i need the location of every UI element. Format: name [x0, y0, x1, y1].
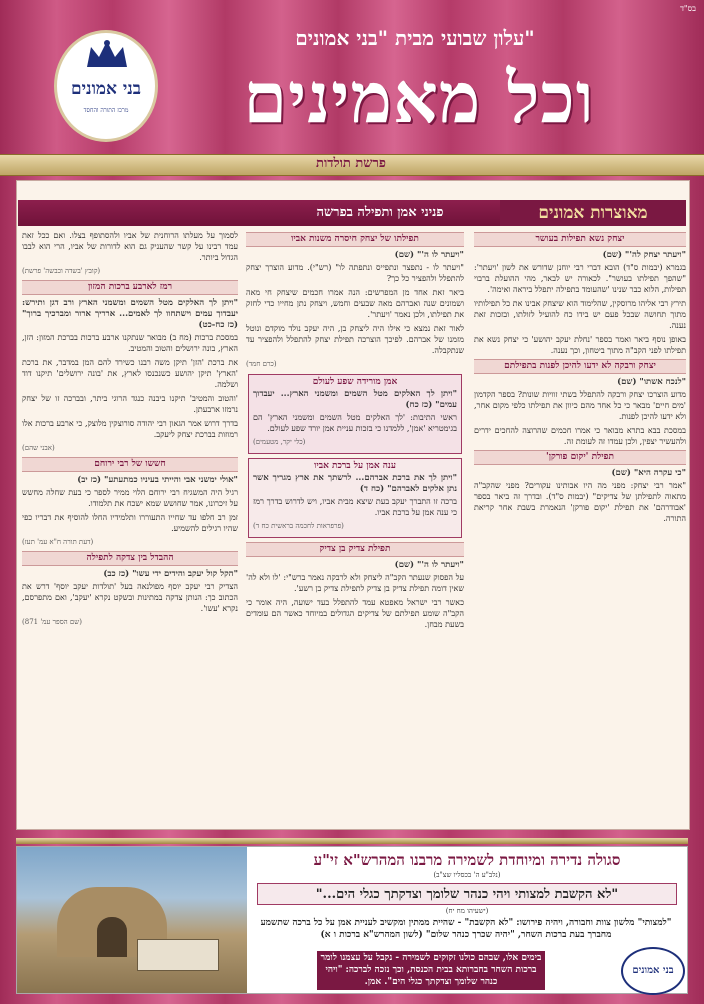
section-badge: מאוצרות אמונים: [500, 200, 686, 226]
box-heading: אמן מורידה שפע לעולם: [312, 377, 398, 387]
verse-quote: "כי עקרה היא" (שם): [611, 468, 686, 478]
grave-photo: [17, 847, 247, 993]
paragraph: הצדיק רבי יעקב יוסף מפולנאה בעל 'תולדות יעקב יוסף' דרש את הכתוב כך: הנותן צדקה במתינות ובשקט נקרא 'יעקב', ואם מתפרסם, נקרא 'עשו'.: [22, 582, 238, 613]
box-heading: ענה אמן על ברכת אביו: [314, 461, 396, 471]
footer-title: סגולה נדירה ומיוחדת לשמירה מרבנו המהרש"א זי"ע: [313, 851, 621, 869]
paragraph: במסכת בבא בתרא מבואר כי אמרו חכמים שהרוצה להחכים ידרים ולהעשיר יצפין, ולכן עמדו זה לעומת זה.: [474, 426, 686, 446]
parsha-label: פרשת תולדות: [316, 156, 386, 171]
paragraph: את ברכת 'הזן' תיקן משה רבנו כשירד להם המן במדבר, את ברכת 'הארץ' תיקן יהושע כשנכנסו לארץ, את 'בונה ירושלים' תיקנו דוד ושלמה.: [22, 358, 238, 389]
article-heading: תפילת צדיק בן צדיק: [246, 542, 464, 557]
verse-quote: "לנכח אשתו" (שם): [617, 377, 686, 387]
section-heading: פניני אמן ותפילה בפרשה: [316, 205, 444, 220]
verse-quote: "ויתן לך האלקים מטל השמים ומשמני הארץ ורב דגן ותירש: יעבדוך עמים וישתחוו לך לאמים... ארריך ארור ומברכיך ברוך" (כז כח-כט): [22, 298, 238, 330]
paragraph: באופן נוסף ביאר ואמר בספר 'נחלת יעקב יהושע' כי יצחק נשא את תפילתו לפני הקב"ה מתוך ביטחון, וכך נענה.: [474, 335, 686, 355]
page-subtitle: עלון שבועי מבית "בני אמונים": [295, 26, 535, 50]
footer-quote-source: (ישעיהו מח יח): [445, 907, 489, 915]
paragraph: "ויעתר לו - נתפצר ונתפייס ונתפתה לו" (רש"י). מדוע הוצרך יצחק להתפלל ולהפציר כל כך?: [246, 263, 464, 283]
article-heading: רמז לארבע ברכות המזון: [22, 280, 238, 295]
paragraph: תירץ רבי אליהו מרוסקין, שהלימוד הוא שיצחק אבינו את כל תפילותיו מתוך תחושה שבכל פעם יש בידו כח להועיל לזולתו, ובזכות זאת נענה.: [474, 299, 686, 330]
verse-quote: "אולי ימשני אבי והייתי בעיניו כמתעתע" (כז יב): [77, 475, 238, 485]
article-heading: יצחק נשא תפילות בעושר: [474, 232, 686, 247]
paragraph: ביאר זאת אחד מן המפרשים: הנה אמרו חכמים שיצחק חי מאה ושמונים שנה ואברהם מאה שבעים וחמש, ויצחק נתן מחייו כדי לחזק את תפילתו, ולכן נאמר 'ויעתר'.: [246, 288, 464, 319]
source-note: (פרפראות לחכמה בראשית כח ד): [253, 522, 344, 530]
verse-quote: "ויתן לך את ברכת אברהם... לרשתך את ארץ מגריך אשר נתן אלקים לאברהם" (כח ד): [253, 473, 457, 494]
logo: [54, 30, 158, 142]
verse-quote: "הקל קול יעקב והידים ידי עשו" (כז כב): [103, 569, 238, 579]
source-note: (אבני שהם): [22, 444, 55, 452]
paragraph: על הפסוק שנעתר הקב"ה ליצחק ולא לרבקה נאמר ברש"י: 'לו ולא לה' שאין דומה תפילת צדיק בן צדיק לתפילת צדיק בן רשע'.: [246, 573, 464, 593]
footer-logo: בני אמונים: [621, 947, 685, 995]
article-heading: יצחק ורבקה לא ידעו להיכן לפנות בתפילתם: [474, 359, 686, 374]
plaque-image: [137, 939, 219, 971]
column-right: [474, 230, 686, 826]
paragraph: כאשר רבי ישראל מאפטא עמד להתפלל בעד ישועה, היה אומר כי הקב"ה שומע תפילתם של צדיקים הגדולים במיוחד כאשר הם עומדים בשעת מבחן.: [246, 598, 464, 629]
logo-title: בני אמונים: [70, 79, 142, 99]
source-note: (כלי יקר, מטעמים): [253, 438, 306, 446]
paragraph: במסכת ברכות (מח ב) מבואר שנתקנו ארבע ברכות בברכת המזון: הזן, הארץ, בונה ירושלים והטוב והמטיב.: [22, 333, 238, 353]
paragraph: בגמרא (יבמות ס"ד) הובא דברי רבי יוחנן שדורש את לשון 'ויעתר': "שהפך תפילתו בעושר". לכאורה יש לבאר, מהי ההועלת ברבוי תפילות, הלוא כבר שנינו 'שהעומד בתפילה יתפלל ביראה ואימה'.: [474, 263, 686, 294]
paragraph: ברכה זו התברך יעקב בעת שיצא מבית אביו, ויש לדרוש בדרך רמז כי ענה אמן על ברכת אביו.: [253, 497, 457, 517]
article-heading: תפילתו של יצחק חיסרה משנות אביו: [246, 232, 464, 247]
crown-icon: [85, 39, 129, 71]
paragraph: "אמר רבי יצחק: מפני מה היו אבותינו עקורים? מפני שהקב"ה מתאוה לתפילתן של צדיקים" (יבמות ס"ד). ובדרך זה ביאר בספר 'אבודרהם' את תפילת 'יקום פורקן' הנאמרת בשבת אחר קריאת התורה.: [474, 481, 686, 523]
column-middle: [246, 230, 464, 826]
article-heading: תפילת 'יקום פורקן': [474, 450, 686, 465]
verse-quote: "ויתן לך האלקים מטל השמים ומשמני הארץ... יעבדוך עמים" (כז כח): [253, 389, 457, 410]
footer-source: (נלב"ע ה' בכסליו שצ"ב): [433, 871, 501, 879]
article-heading: ההבדל בין צדקה לתפילה: [22, 551, 238, 566]
paragraph: זמן רב חלפו עד שחייו התעוררו ותלמידיו החלו להוסיף את דבריו כפי שהיו רגילים להשמיע.: [22, 513, 238, 533]
footer-body-source: (לשון המהרש"א ברכות ו א): [320, 930, 423, 940]
paragraph: רגיל היה המשגיח רבי ירוחם הלוי ממיר לספר כי בעת שחלה מחשש על זיכרונו, אמר שחושש שמא ישכח את תלמודו.: [22, 488, 238, 508]
footer-callout: בימים אלו, שבהם כולנו זקוקים לשמירה - נקבל על עצמנו לומר ברכות השחר בחברותא בבית הכנסת, וכך נזכה לברכה: "ויהי כנהר שלומך וצדקתך כגלי הים". אמן.: [317, 951, 545, 990]
door-image: [97, 917, 127, 957]
divider: [16, 838, 688, 844]
footer-body: [253, 917, 679, 941]
verse-quote: "ויעתר לו ה'" (שם): [394, 250, 464, 260]
paragraph: לאור זאת נמצא כי אילו היה ליצחק בן, היה יעקב נולד מוקדם ונוטל מזמנו של אברהם. לפיכך הוצרכה תפילת יצחק להתפלל ולהפציר עד שנתקבלה.: [246, 324, 464, 355]
footer-body-text: "למצותי" מלשון צוות וחבורה, ויהיה פירושו: "לא הקשבת" - שהיית ממתין ומקשיב לעניית אמן על כל ברכה שתשמע מחברך בעת ברכות השחר, "יהיה שכרך כנהר שלום": [260, 918, 672, 940]
verse-quote: "ויעתר לו ה'" (שם): [394, 560, 464, 570]
paragraph: ראשי התיבות: 'לך האלקים מטל השמים ומשמני הארץ' הם בגימטריא 'אמן', ללמדנו כי בזכות עניית אמן יורד שפע לעולם.: [253, 413, 457, 433]
page-title: וכל מאמינים: [243, 56, 595, 139]
column-left: [22, 230, 238, 826]
footer-quote: "לא הקשבת למצותי ויהי כנהר שלומך וצדקתך כגלי הים...": [257, 883, 677, 905]
logo-subtitle: מרכז התורה והחסד: [83, 107, 129, 114]
source-note: (כרם חמד): [246, 360, 277, 368]
paragraph: מדוע הוצרכו יצחק ורבקה להתפלל בשתי זוויות שונות? בספר הקדמון 'מים חיים' מבאר כי כל אחד מהם כיוון את תפילתו כלפי מקום אחר, ולא ידעו להיכן לפנות.: [474, 390, 686, 421]
verse-quote: "ויעתר יצחק לה'" (שם): [602, 250, 686, 260]
source-note: (דעת תורה ח"א עמ' תעז): [22, 538, 94, 546]
article-heading: חששו של רבי ירוחם: [22, 457, 238, 472]
highlight-box: [248, 374, 462, 454]
paragraph: 'והטוב והמטיב' תיקנו ביבנה כנגד הרוגי ביתר, ובברכה זו של יצחק נרמזו ארבעתן.: [22, 394, 238, 414]
paragraph: לסמוך על מעלתו הרוחנית של אביו ולהסתופף בצלו. ואם ככל זאת עמד רבינו על קשר שהעניק גם הוא לדורות של אביו, הרי הוא לבבו הגדול ביותר.: [22, 231, 238, 262]
highlight-box: [248, 458, 462, 538]
source-note: (שם הספר עמ' 871): [22, 618, 82, 626]
page-number: בס"ד: [680, 4, 696, 13]
source-note: (קובץ 'בשדה וכבשה' פרשת): [22, 267, 101, 275]
footer-banner: [16, 846, 688, 994]
paragraph: בדרך דרוש אמר הגאון רבי יהודה סורוצקין מלוצק, כי ארבע ברכות אלו רמוזות בברכת יצחק ליעקב.: [22, 419, 238, 439]
